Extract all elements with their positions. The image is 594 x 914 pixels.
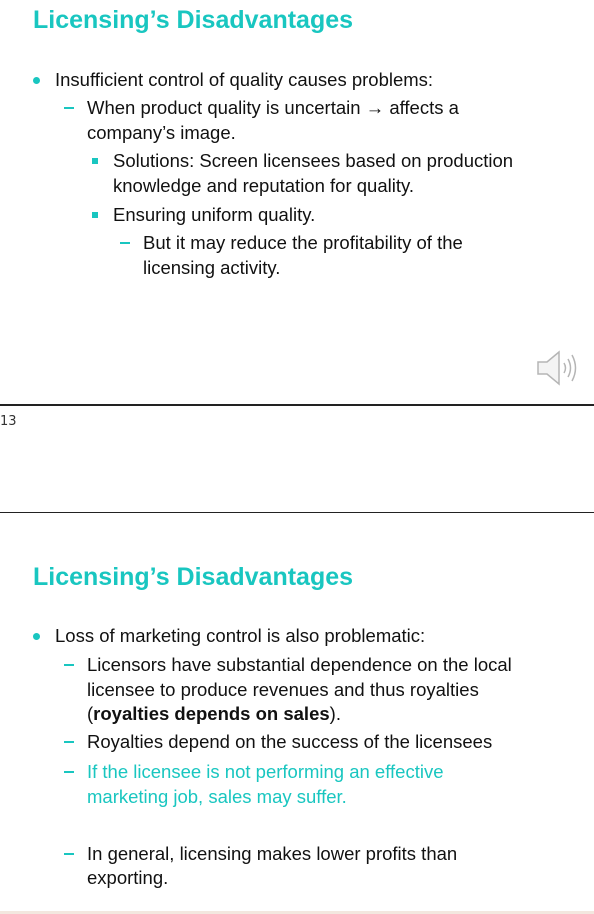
highlight-text: If the licensee is not performing an effective [87, 761, 444, 782]
bullet-dot [33, 77, 40, 84]
bold-emphasis: royalties depends on sales [93, 703, 330, 724]
sub-bullet-text: licensee to produce revenues and thus royalties [87, 679, 479, 700]
sub-bullet-text: When product quality is uncertain → affects a [87, 97, 459, 118]
dash-bullet [64, 741, 74, 743]
slide-2 [0, 513, 594, 911]
dash-bullet [120, 242, 130, 244]
bullet-text: Loss of marketing control is also problematic: [55, 625, 426, 646]
dash-bullet [64, 853, 74, 855]
sub-bullet-text: exporting. [87, 867, 169, 888]
slide-1 [0, 0, 594, 405]
speaker-icon[interactable] [535, 348, 583, 388]
dash-bullet [64, 771, 74, 773]
slide-title: Licensing’s Disadvantages [33, 563, 354, 591]
dash-bullet [64, 107, 74, 109]
sub-bullet-text: In general, licensing makes lower profits than [87, 843, 458, 864]
square-bullet [92, 158, 98, 164]
page-divider [0, 404, 594, 406]
highlight-text: marketing job, sales may suffer. [87, 786, 347, 807]
slide-title: Licensing’s Disadvantages [33, 6, 354, 34]
square-bullet [92, 212, 98, 218]
sub-bullet-text: company’s image. [87, 122, 236, 143]
sub-bullet-text: Licensors have substantial dependence on the local [87, 654, 512, 675]
sub-sub-bullet-text: Solutions: Screen licensees based on production [113, 150, 514, 171]
level4-bullet-text: licensing activity. [143, 257, 281, 278]
dash-bullet [64, 664, 74, 666]
bullet-dot [33, 633, 40, 640]
level4-bullet-text: But it may reduce the profitability of the [143, 232, 463, 253]
paren-close: ). [329, 703, 341, 724]
page-number: 13 [0, 414, 17, 429]
sub-sub-bullet-text: knowledge and reputation for quality. [113, 175, 414, 196]
sub-bullet-text [87, 702, 341, 726]
paren-open: ( [87, 703, 94, 724]
sub-bullet-text: Royalties depend on the success of the licensees [87, 731, 493, 752]
sub-sub-bullet-text: Ensuring uniform quality. [113, 204, 316, 225]
bullet-text: Insufficient control of quality causes problems: [55, 69, 434, 90]
